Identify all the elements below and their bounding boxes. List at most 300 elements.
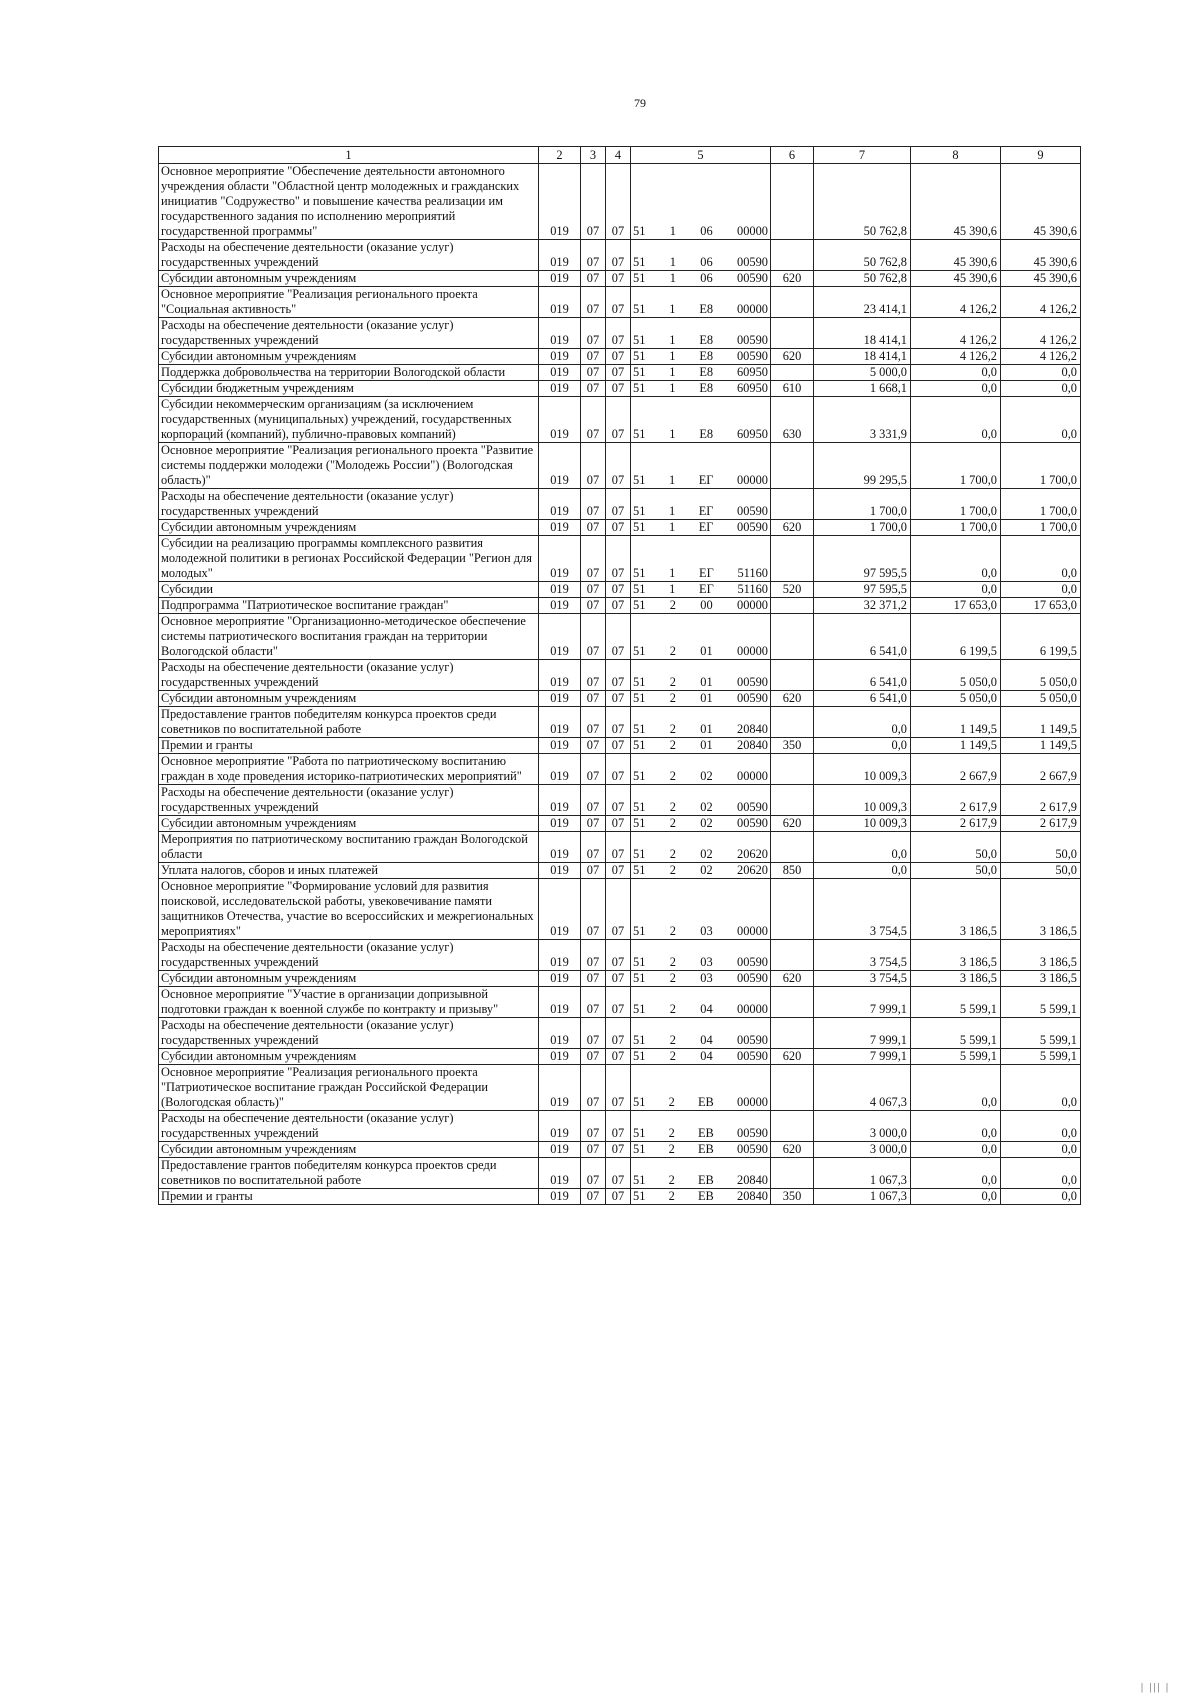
- code-part-p3: EB: [697, 1126, 714, 1140]
- target-article-parts: [633, 971, 768, 986]
- amount-col7: 7 999,1: [814, 987, 911, 1018]
- code-part-p2: 2: [669, 738, 676, 752]
- expense-type-code: 620: [771, 1142, 814, 1158]
- code-part-p3: 06: [700, 255, 713, 269]
- row-name: Субсидии автономным учреждениям: [159, 520, 539, 536]
- subsection-code: 07: [606, 1189, 631, 1205]
- section-code: 07: [581, 1049, 606, 1065]
- table-row: [159, 1189, 1081, 1205]
- expense-type-code: 620: [771, 349, 814, 365]
- target-article-parts: [633, 644, 768, 659]
- amount-col9: 5 599,1: [1001, 1018, 1081, 1049]
- amount-col9: 45 390,6: [1001, 164, 1081, 240]
- target-article-code: [631, 660, 771, 691]
- code-part-p1: 51: [633, 365, 646, 379]
- code-part-p4: 00590: [737, 1049, 768, 1063]
- row-name: Расходы на обеспечение деятельности (оказание услуг) государственных учреждений: [159, 940, 539, 971]
- amount-col9: 0,0: [1001, 381, 1081, 397]
- amount-col9: 17 653,0: [1001, 598, 1081, 614]
- code-part-p4: 00590: [737, 520, 768, 534]
- code-part-p4: 20840: [737, 722, 768, 736]
- code-part-p1: 51: [633, 800, 646, 814]
- subsection-code: 07: [606, 536, 631, 582]
- code-part-p1: 51: [633, 675, 646, 689]
- amount-col8: 0,0: [911, 1111, 1001, 1142]
- code-part-p2: 2: [669, 691, 676, 705]
- code-part-p3: EГ: [698, 504, 714, 518]
- code-part-p3: E8: [699, 381, 714, 395]
- amount-col8: 5 599,1: [911, 1049, 1001, 1065]
- expense-type-code: [771, 240, 814, 271]
- code-part-p3: 00: [700, 598, 713, 612]
- target-article-parts: [633, 333, 768, 348]
- ministry-code: 019: [539, 365, 581, 381]
- target-article-parts: [633, 1033, 768, 1048]
- table-row: [159, 754, 1081, 785]
- target-article-code: [631, 1189, 771, 1205]
- amount-col9: 5 599,1: [1001, 987, 1081, 1018]
- code-part-p1: 51: [633, 255, 646, 269]
- code-part-p1: 51: [633, 644, 646, 658]
- ministry-code: 019: [539, 832, 581, 863]
- code-part-p4: 00000: [737, 598, 768, 612]
- code-part-p4: 00590: [736, 349, 768, 363]
- code-part-p1: 51: [633, 598, 646, 612]
- code-part-p3: 04: [700, 1049, 713, 1063]
- expense-type-code: [771, 1018, 814, 1049]
- target-article-parts: [633, 847, 768, 862]
- ministry-code: 019: [539, 1065, 581, 1111]
- amount-col8: 50,0: [911, 832, 1001, 863]
- code-part-p2: 2: [669, 644, 676, 658]
- target-article-code: [631, 832, 771, 863]
- amount-col9: 0,0: [1001, 1065, 1081, 1111]
- amount-col8: 0,0: [911, 536, 1001, 582]
- code-part-p2: 1: [668, 473, 676, 487]
- expense-type-code: 620: [771, 520, 814, 536]
- amount-col7: 3 331,9: [814, 397, 911, 443]
- code-part-p4: 51160: [737, 582, 768, 596]
- section-code: 07: [581, 1158, 606, 1189]
- amount-col9: 4 126,2: [1001, 349, 1081, 365]
- code-part-p4: 20840: [737, 1173, 768, 1187]
- expense-type-code: 350: [771, 738, 814, 754]
- amount-col9: 3 186,5: [1001, 879, 1081, 940]
- target-article-code: [631, 614, 771, 660]
- target-article-parts: [633, 1002, 768, 1017]
- scan-marks: | ||| |: [1140, 1682, 1170, 1693]
- code-part-p1: 51: [633, 333, 646, 347]
- code-part-p1: 51: [633, 769, 646, 783]
- column-header: 5: [631, 147, 771, 164]
- ministry-code: 019: [539, 614, 581, 660]
- amount-col7: 0,0: [814, 738, 911, 754]
- section-code: 07: [581, 582, 606, 598]
- amount-col8: 3 186,5: [911, 879, 1001, 940]
- ministry-code: 019: [539, 1111, 581, 1142]
- subsection-code: 07: [606, 397, 631, 443]
- row-name: Основное мероприятие "Работа по патриотическому воспитанию граждан в ходе проведения историко-патриотических мероприятий": [159, 754, 539, 785]
- section-code: 07: [581, 832, 606, 863]
- row-name: Мероприятия по патриотическому воспитанию граждан Вологодской области: [159, 832, 539, 863]
- amount-col8: 0,0: [911, 365, 1001, 381]
- amount-col7: 6 541,0: [814, 660, 911, 691]
- column-header: 8: [911, 147, 1001, 164]
- code-part-p4: 51160: [737, 566, 768, 580]
- column-header: 9: [1001, 147, 1081, 164]
- amount-col8: 4 126,2: [911, 349, 1001, 365]
- target-article-parts: [633, 1049, 768, 1064]
- code-part-p3: E8: [699, 349, 714, 363]
- code-part-p2: 2: [668, 1095, 675, 1109]
- subsection-code: 07: [606, 1049, 631, 1065]
- amount-col8: 1 700,0: [911, 520, 1001, 536]
- row-name: Субсидии автономным учреждениям: [159, 271, 539, 287]
- target-article-code: [631, 164, 771, 240]
- code-part-p3: EГ: [698, 473, 714, 487]
- target-article-code: [631, 349, 771, 365]
- target-article-parts: [633, 1095, 768, 1110]
- code-part-p4: 00590: [737, 1126, 768, 1140]
- expense-type-code: [771, 318, 814, 349]
- expense-type-code: [771, 489, 814, 520]
- target-article-code: [631, 1049, 771, 1065]
- target-article-parts: [633, 473, 768, 488]
- target-article-code: [631, 365, 771, 381]
- subsection-code: 07: [606, 520, 631, 536]
- amount-col9: 0,0: [1001, 1142, 1081, 1158]
- row-name: Расходы на обеспечение деятельности (оказание услуг) государственных учреждений: [159, 1018, 539, 1049]
- section-code: 07: [581, 785, 606, 816]
- target-article-parts: [633, 365, 768, 380]
- amount-col9: 0,0: [1001, 397, 1081, 443]
- row-name: Субсидии на реализацию программы комплексного развития молодежной политики в регионах Российской Федерации "Регион для молодых": [159, 536, 539, 582]
- code-part-p1: 51: [633, 520, 646, 534]
- code-part-p4: 00590: [737, 971, 768, 985]
- target-article-code: [631, 1065, 771, 1111]
- ministry-code: 019: [539, 318, 581, 349]
- code-part-p3: 03: [700, 971, 713, 985]
- amount-col7: 1 067,3: [814, 1158, 911, 1189]
- table-row: [159, 832, 1081, 863]
- subsection-code: 07: [606, 971, 631, 987]
- row-name: Основное мероприятие "Формирование условий для развития поисковой, исследовательской работы, увековечивание памяти защитников Отечества, участие во всероссийских и межрегиональных мероприятиях": [159, 879, 539, 940]
- code-part-p2: 2: [669, 800, 676, 814]
- code-part-p2: 1: [669, 365, 676, 379]
- code-part-p4: 00000: [736, 302, 768, 316]
- subsection-code: 07: [606, 582, 631, 598]
- subsection-code: 07: [606, 691, 631, 707]
- target-article-parts: [633, 722, 768, 737]
- ministry-code: 019: [539, 940, 581, 971]
- expense-type-code: [771, 1111, 814, 1142]
- code-part-p4: 00590: [737, 800, 768, 814]
- row-name: Подпрограмма "Патриотическое воспитание граждан": [159, 598, 539, 614]
- target-article-parts: [633, 381, 768, 396]
- expense-type-code: [771, 287, 814, 318]
- target-article-parts: [633, 582, 768, 597]
- ministry-code: 019: [539, 785, 581, 816]
- target-article-code: [631, 536, 771, 582]
- code-part-p4: 00000: [737, 924, 768, 938]
- table-row: [159, 240, 1081, 271]
- code-part-p2: 1: [668, 504, 676, 518]
- code-part-p4: 00000: [737, 473, 768, 487]
- table-row: [159, 536, 1081, 582]
- amount-col7: 3 000,0: [814, 1111, 911, 1142]
- code-part-p2: 2: [669, 1033, 676, 1047]
- row-name: Расходы на обеспечение деятельности (оказание услуг) государственных учреждений: [159, 240, 539, 271]
- target-article-code: [631, 707, 771, 738]
- amount-col9: 6 199,5: [1001, 614, 1081, 660]
- table-row: [159, 1111, 1081, 1142]
- target-article-code: [631, 863, 771, 879]
- code-part-p1: 51: [633, 1002, 646, 1016]
- expense-type-code: 850: [771, 863, 814, 879]
- amount-col9: 0,0: [1001, 1189, 1081, 1205]
- amount-col7: 1 067,3: [814, 1189, 911, 1205]
- target-article-code: [631, 738, 771, 754]
- target-article-parts: [633, 955, 768, 970]
- code-part-p4: 00590: [737, 271, 768, 285]
- code-part-p2: 2: [669, 769, 676, 783]
- code-part-p4: 20840: [737, 1189, 768, 1203]
- column-header: 1: [159, 147, 539, 164]
- code-part-p1: 51: [633, 1049, 646, 1063]
- amount-col7: 1 700,0: [814, 520, 911, 536]
- target-article-code: [631, 489, 771, 520]
- section-code: 07: [581, 381, 606, 397]
- expense-type-code: [771, 660, 814, 691]
- subsection-code: 07: [606, 738, 631, 754]
- code-part-p2: 1: [669, 302, 676, 316]
- amount-col8: 3 186,5: [911, 971, 1001, 987]
- column-header: 3: [581, 147, 606, 164]
- code-part-p1: 51: [633, 924, 646, 938]
- code-part-p1: 51: [633, 971, 646, 985]
- code-part-p2: 1: [669, 566, 676, 580]
- amount-col9: 0,0: [1001, 536, 1081, 582]
- subsection-code: 07: [606, 816, 631, 832]
- code-part-p3: E8: [699, 333, 714, 347]
- section-code: 07: [581, 1018, 606, 1049]
- code-part-p4: 20840: [737, 738, 768, 752]
- subsection-code: 07: [606, 1065, 631, 1111]
- expense-type-code: [771, 754, 814, 785]
- table-row: [159, 816, 1081, 832]
- ministry-code: 019: [539, 271, 581, 287]
- amount-col7: 3 000,0: [814, 1142, 911, 1158]
- code-part-p1: 51: [633, 1173, 646, 1187]
- target-article-parts: [633, 224, 768, 239]
- code-part-p3: EГ: [699, 566, 714, 580]
- column-header: 7: [814, 147, 911, 164]
- amount-col8: 5 050,0: [911, 691, 1001, 707]
- code-part-p3: 01: [700, 738, 713, 752]
- table-row: [159, 349, 1081, 365]
- section-code: 07: [581, 240, 606, 271]
- amount-col8: 2 617,9: [911, 816, 1001, 832]
- amount-col8: 1 700,0: [911, 489, 1001, 520]
- subsection-code: 07: [606, 614, 631, 660]
- code-part-p3: 02: [700, 769, 713, 783]
- amount-col8: 1 149,5: [911, 707, 1001, 738]
- target-article-parts: [633, 816, 768, 831]
- section-code: 07: [581, 443, 606, 489]
- section-code: 07: [581, 318, 606, 349]
- code-part-p2: 2: [669, 955, 676, 969]
- table-row: [159, 614, 1081, 660]
- ministry-code: 019: [539, 598, 581, 614]
- ministry-code: 019: [539, 1142, 581, 1158]
- amount-col7: 18 414,1: [814, 349, 911, 365]
- target-article-code: [631, 691, 771, 707]
- code-part-p4: 00590: [737, 1033, 768, 1047]
- subsection-code: 07: [606, 287, 631, 318]
- amount-col9: 4 126,2: [1001, 318, 1081, 349]
- code-part-p4: 00000: [737, 1095, 768, 1109]
- target-article-parts: [633, 520, 768, 535]
- ministry-code: 019: [539, 240, 581, 271]
- amount-col8: 5 599,1: [911, 987, 1001, 1018]
- target-article-parts: [633, 255, 768, 270]
- row-name: Расходы на обеспечение деятельности (оказание услуг) государственных учреждений: [159, 489, 539, 520]
- code-part-p1: 51: [633, 271, 646, 285]
- target-article-parts: [633, 504, 768, 519]
- code-part-p1: 51: [633, 847, 646, 861]
- code-part-p2: 2: [669, 924, 676, 938]
- table-row: [159, 785, 1081, 816]
- amount-col9: 0,0: [1001, 582, 1081, 598]
- code-part-p3: 06: [700, 271, 713, 285]
- amount-col8: 0,0: [911, 397, 1001, 443]
- expense-type-code: [771, 1158, 814, 1189]
- amount-col8: 0,0: [911, 582, 1001, 598]
- amount-col7: 5 000,0: [814, 365, 911, 381]
- amount-col9: 50,0: [1001, 832, 1081, 863]
- code-part-p1: 51: [633, 1142, 646, 1156]
- section-code: 07: [581, 536, 606, 582]
- subsection-code: 07: [606, 987, 631, 1018]
- target-article-code: [631, 940, 771, 971]
- target-article-code: [631, 1142, 771, 1158]
- code-part-p3: EГ: [699, 582, 714, 596]
- column-header: 6: [771, 147, 814, 164]
- subsection-code: 07: [606, 832, 631, 863]
- row-name: Субсидии автономным учреждениям: [159, 816, 539, 832]
- row-name: Субсидии: [159, 582, 539, 598]
- subsection-code: 07: [606, 1158, 631, 1189]
- target-article-code: [631, 754, 771, 785]
- code-part-p4: 00590: [737, 1142, 768, 1156]
- ministry-code: 019: [539, 349, 581, 365]
- amount-col9: 1 149,5: [1001, 707, 1081, 738]
- ministry-code: 019: [539, 1018, 581, 1049]
- code-part-p2: 2: [669, 816, 676, 830]
- code-part-p4: 20620: [737, 863, 768, 877]
- target-article-parts: [633, 427, 768, 442]
- budget-table: [158, 146, 1081, 1205]
- code-part-p2: 1: [669, 582, 676, 596]
- target-article-parts: [633, 675, 768, 690]
- code-part-p3: EB: [697, 1173, 714, 1187]
- amount-col7: 3 754,5: [814, 940, 911, 971]
- table-row: [159, 1065, 1081, 1111]
- row-name: Субсидии бюджетным учреждениям: [159, 381, 539, 397]
- table-row: [159, 987, 1081, 1018]
- section-code: 07: [581, 164, 606, 240]
- expense-type-code: [771, 164, 814, 240]
- table-row: [159, 443, 1081, 489]
- amount-col8: 0,0: [911, 1158, 1001, 1189]
- code-part-p4: 00590: [737, 255, 768, 269]
- amount-col8: 17 653,0: [911, 598, 1001, 614]
- target-article-parts: [633, 800, 768, 815]
- target-article-code: [631, 381, 771, 397]
- target-article-code: [631, 520, 771, 536]
- amount-col8: 0,0: [911, 1065, 1001, 1111]
- amount-col7: 97 595,5: [814, 536, 911, 582]
- code-part-p4: 60950: [736, 365, 768, 379]
- code-part-p1: 51: [633, 504, 646, 518]
- expense-type-code: 620: [771, 971, 814, 987]
- target-article-parts: [633, 598, 768, 613]
- ministry-code: 019: [539, 536, 581, 582]
- code-part-p4: 00590: [737, 816, 768, 830]
- amount-col7: 3 754,5: [814, 879, 911, 940]
- section-code: 07: [581, 987, 606, 1018]
- code-part-p2: 2: [669, 598, 676, 612]
- table-row: [159, 971, 1081, 987]
- amount-col8: 5 599,1: [911, 1018, 1001, 1049]
- code-part-p2: 2: [669, 971, 676, 985]
- amount-col7: 3 754,5: [814, 971, 911, 987]
- amount-col8: 0,0: [911, 1142, 1001, 1158]
- target-article-code: [631, 1111, 771, 1142]
- expense-type-code: 620: [771, 691, 814, 707]
- section-code: 07: [581, 397, 606, 443]
- code-part-p4: 00000: [737, 1002, 768, 1016]
- expense-type-code: [771, 614, 814, 660]
- code-part-p3: 01: [700, 644, 713, 658]
- code-part-p4: 00590: [737, 675, 768, 689]
- subsection-code: 07: [606, 381, 631, 397]
- ministry-code: 019: [539, 520, 581, 536]
- table-row: [159, 271, 1081, 287]
- subsection-code: 07: [606, 1142, 631, 1158]
- amount-col9: 1 700,0: [1001, 443, 1081, 489]
- row-name: Субсидии автономным учреждениям: [159, 349, 539, 365]
- code-part-p4: 20620: [737, 847, 768, 861]
- amount-col7: 0,0: [814, 863, 911, 879]
- amount-col7: 32 371,2: [814, 598, 911, 614]
- amount-col9: 5 050,0: [1001, 660, 1081, 691]
- row-name: Субсидии некоммерческим организациям (за исключением государственных (муниципальных) учреждений, государственных корпораций (компаний), публично-правовых компаний): [159, 397, 539, 443]
- code-part-p2: 1: [668, 520, 676, 534]
- row-name: Основное мероприятие "Реализация регионального проекта "Социальная активность": [159, 287, 539, 318]
- row-name: Премии и гранты: [159, 1189, 539, 1205]
- subsection-code: 07: [606, 1018, 631, 1049]
- expense-type-code: [771, 598, 814, 614]
- amount-col7: 4 067,3: [814, 1065, 911, 1111]
- subsection-code: 07: [606, 1111, 631, 1142]
- code-part-p2: 1: [669, 381, 676, 395]
- row-name: Расходы на обеспечение деятельности (оказание услуг) государственных учреждений: [159, 785, 539, 816]
- target-article-parts: [633, 271, 768, 286]
- ministry-code: 019: [539, 816, 581, 832]
- target-article-parts: [633, 1142, 768, 1157]
- amount-col8: 4 126,2: [911, 287, 1001, 318]
